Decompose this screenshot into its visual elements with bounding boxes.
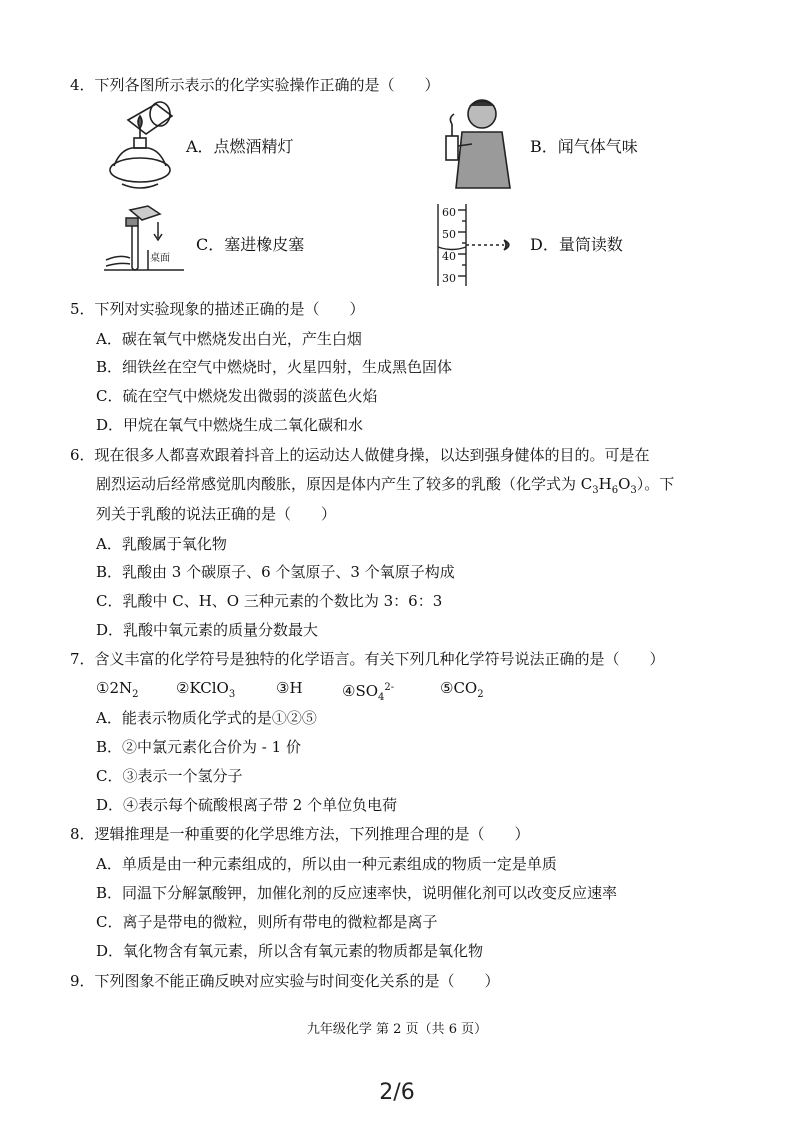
- q6-option-d: D．乳酸中氧元素的质量分数最大: [96, 621, 319, 639]
- q6-option-c: C．乳酸中 C、H、O 三种元素的个数比为 3：6：3: [96, 592, 443, 610]
- q4-option-a: A．点燃酒精灯: [186, 137, 294, 156]
- q4-option-d: D．量筒读数: [530, 235, 623, 254]
- q5-option-a: A．碳在氧气中燃烧发出白光，产生白烟: [96, 330, 362, 348]
- q5-stem: 5．下列对实验现象的描述正确的是（ ）: [70, 300, 365, 318]
- q7-stem: 7．含义丰富的化学符号是独特的化学语言。有关下列几种化学符号说法正确的是（ ）: [70, 650, 665, 668]
- q7-option-c: C．③表示一个氢分子: [96, 767, 243, 785]
- q4-option-c: C．塞进橡皮塞: [196, 235, 305, 254]
- page-footer: 九年级化学 第 2 页（共 6 页）: [306, 1022, 488, 1037]
- q7-symbol-4: $④SO_4^{2-}$: [342, 682, 395, 703]
- q5-option-b: B．细铁丝在空气中燃烧时，火星四射，生成黑色固体: [96, 358, 453, 376]
- cylinder-tick-40: 40: [442, 250, 456, 263]
- stopper-insertion-figure: [100, 204, 186, 284]
- q5-option-c: C．硫在空气中燃烧发出微弱的淡蓝色火焰: [96, 387, 378, 405]
- cylinder-tick-50: 50: [442, 228, 456, 241]
- q7-option-d: D．④表示每个硫酸根离子带 2 个单位负电荷: [96, 796, 398, 814]
- table-surface-label: 桌面: [150, 253, 170, 264]
- q7-symbol-5: $⑤CO_2$: [440, 679, 484, 700]
- q6-stem-line1: 6．现在很多人都喜欢跟着抖音上的运动达人做健身操，以达到强身健体的目的。可是在: [70, 446, 650, 464]
- q7-symbol-1: $①2N_2$: [96, 679, 139, 700]
- q7-symbol-2: ②KClO$_3$: [176, 679, 236, 700]
- q7-option-a: A．能表示物质化学式的是①②⑤: [96, 709, 317, 727]
- cylinder-tick-30: 30: [442, 272, 456, 285]
- q4-option-b: B．闻气体气味: [530, 137, 638, 156]
- q6-option-a: A．乳酸属于氧化物: [96, 535, 227, 553]
- smelling-gas-figure: [432, 96, 522, 190]
- q7-symbol-3: ③H: [276, 679, 303, 697]
- q6-stem-line3: 列关于乳酸的说法正确的是（ ）: [96, 505, 337, 523]
- q8-option-d: D．氧化物含有氧元素，所以含有氧元素的物质都是氧化物: [96, 942, 484, 960]
- page-indicator: 2/6: [379, 1080, 415, 1105]
- q8-option-c: C．离子是带电的微粒，则所有带电的微粒都是离子: [96, 913, 438, 931]
- q4-stem: 4．下列各图所示表示的化学实验操作正确的是（ ）: [70, 76, 440, 94]
- q8-stem: 8．逻辑推理是一种重要的化学思维方法，下列推理合理的是（ ）: [70, 825, 530, 843]
- q6-option-b: B．乳酸由 3 个碳原子、6 个氢原子、3 个氧原子构成: [96, 563, 455, 581]
- q7-option-b: B．②中氯元素化合价为 - 1 价: [96, 738, 301, 756]
- q8-option-b: B．同温下分解氯酸钾，加催化剂的反应速率快，说明催化剂可以改变反应速率: [96, 884, 618, 902]
- q6-stem-line2: 剧烈运动后经常感觉肌肉酸胀，原因是体内产生了较多的乳酸（化学式为 $C_3H_6O_3$）。下: [96, 475, 675, 496]
- q8-option-a: A．单质是由一种元素组成的，所以由一种元素组成的物质一定是单质: [96, 855, 557, 873]
- cylinder-tick-60: 60: [442, 206, 456, 219]
- alcohol-lamp-figure: [100, 100, 180, 192]
- q9-stem: 9．下列图象不能正确反映对应实验与时间变化关系的是（ ）: [70, 972, 500, 990]
- q5-option-d: D．甲烷在氧气中燃烧生成二氧化碳和水: [96, 416, 364, 434]
